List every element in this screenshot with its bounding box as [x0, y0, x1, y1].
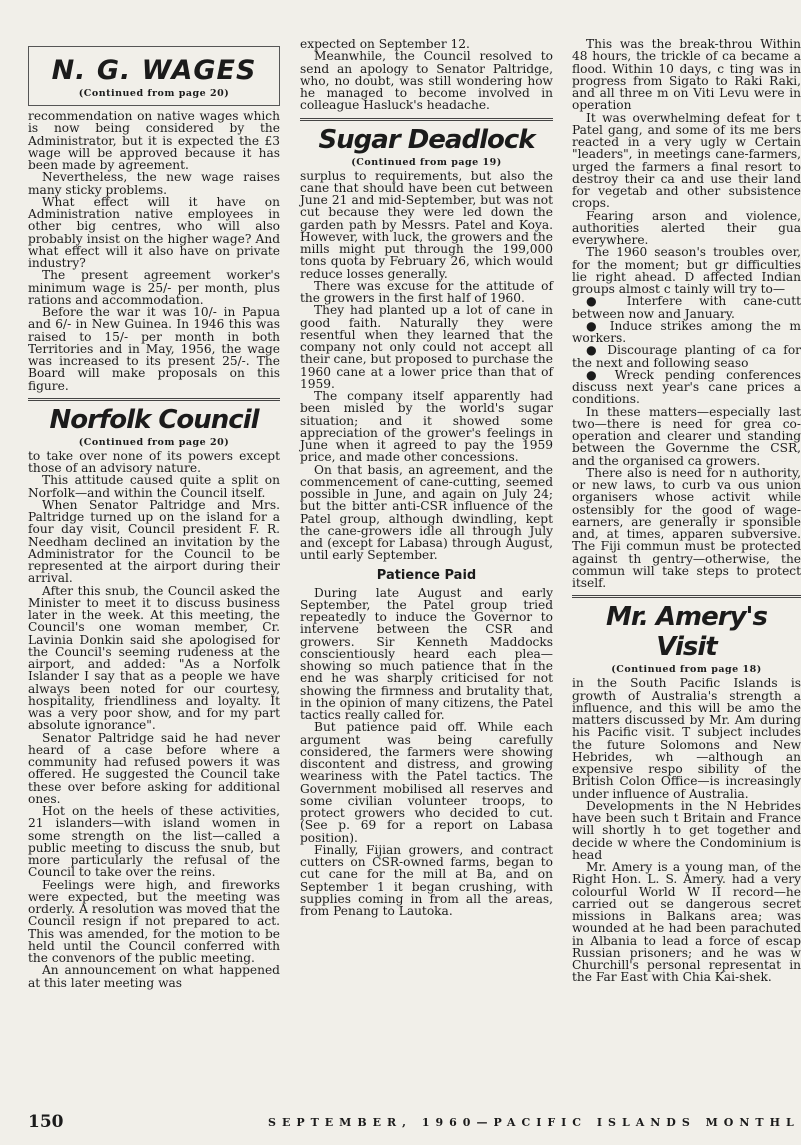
paragraph: An announcement on what happened at this later meeting was: [28, 963, 280, 990]
patience-paid-subhead: Patience Paid: [376, 567, 477, 583]
paragraph: Meanwhile, the Council resolved to send an apology to Senator Paltridge, who, no doubt, was still wondering how he managed to become involved in colleague Hasluck's headache.: [300, 49, 553, 113]
paragraph: Mr. Amery is a young man, of the Right Hon. L. S. Amery. had a very colourful World W II record—he carried out se dangerous secret missions in Balkans area; was wounded at he had been parachuted in Albania to lead a force of escap Russian prisoners; and he was w Churchill's personal representat in the Far East with Chia Kai-shek.: [572, 860, 801, 984]
norfolk-council-continuation: [300, 38, 553, 112]
ng-wages-title: N. G. WAGES: [51, 55, 257, 86]
paragraph: It was overwhelming defeat for t Patel gang, and some of its me bers reacted in a very ugly w Certain "leaders", in meetings cane-farmers, urged the farmers a final resort to destroy their ca and use their land for vegetab and other subsistence crops.: [572, 110, 801, 211]
paragraph: In these matters—especially last two—there is need for grea co-operation and clearer und standing between the Governme the CSR, and the organised ca growers.: [572, 404, 801, 468]
ng-wages-continued: (Continued from page 20): [78, 88, 230, 99]
paragraph: The present agreement worker's minimum wage is 25/- per month, plus rations and accommodation.: [28, 268, 280, 307]
paragraph: During late August and early September, the Patel group tried repeatedly to induce the Governor to intervene between the CSR and growers. Sir Kenneth Maddocks conscientiously heard each plea—showing so much patience that in the end he was sharply criticised for not showing the firmness and brutality that, in the opinion of many citizens, the Patel tactics really called for.: [300, 585, 553, 722]
paragraph: to take over none of its powers except those of an advisory nature.: [28, 448, 280, 475]
sugar-deadlock-continuation: [572, 38, 801, 589]
paragraph: in the South Pacific Islands is growth of Australia's strength a influence, and this will be amo the matters discussed by Mr. Am during his Pacific visit. T subject includes the future Solomons and New Hebrides, wh —although an expensive respo sibility of the British Colon Office—is increasingly under influence of Australia.: [572, 676, 801, 801]
bullet-item: ● Wreck pending conferences discuss next year's cane prices a conditions.: [572, 367, 801, 407]
bullet-item: ● Induce strikes among the m workers.: [572, 318, 801, 345]
paragraph: Before the war it was 10/- in Papua and 6/- in New Guinea. In 1946 this was raised to 15/- per month in both Territories and in May, 1956, the wage was increased to its present 25/-. The Board will make proposals on this figure.: [28, 305, 280, 393]
column-2: [300, 38, 553, 917]
norfolk-council-title: Norfolk Council: [49, 404, 259, 435]
ng-wages-heading-box: [28, 46, 280, 106]
amery-visit-title: Mr. Amery's Visit: [606, 602, 767, 663]
section-divider: [572, 595, 801, 598]
paragraph: surplus to requirements, but also the cane that should have been cut between June 21 and mid-September, but was not cut because they were led down the garden path by Messrs. Patel and Koya. However, with luck, the growers and the mills might put through the 199,000 tons quota by February 26, which would reduce losses generally.: [300, 168, 553, 281]
paragraph: Nevertheless, the new wage raises many sticky problems.: [28, 170, 280, 197]
section-divider: [300, 118, 553, 121]
amery-visit-continued: (Continued from page 18): [611, 664, 762, 676]
section-divider: [28, 398, 280, 401]
paragraph: Senator Paltridge said he had never heard of a case before where a community had refused powers it was offered. He suggested the Council take these over before asking for additional ones.: [28, 730, 280, 806]
paragraph: Hot on the heels of these activities, 21 islanders—with island women in some strength on the list—called a public meeting to discuss the snub, but more particularly the refusal of the Council to take over the reins.: [28, 804, 280, 880]
bullet-item: ● Interfere with cane-cutt between now and January.: [572, 294, 801, 321]
paragraph: There was excuse for the attitude of the growers in the first half of 1960.: [300, 278, 553, 305]
paragraph: Feelings were high, and fireworks were expected, but the meeting was orderly. A resolution was moved that the Council resign if not prepared to act. This was amended, for the motion to be held until the Council conferred with the convenors of the public meeting.: [28, 877, 280, 965]
norfolk-council-continued: (Continued from page 20): [78, 436, 230, 448]
column-3: [572, 38, 801, 984]
paragraph: This attitude caused quite a split on Norfolk—and within the Council itself.: [28, 473, 280, 500]
paragraph: recommendation on native wages which is now being considered by the Administrator, but it is expected the £3 wage will be approved because it has been made by agreement.: [28, 109, 280, 172]
paragraph: On that basis, an agreement, and the commencement of cane-cutting, seemed possible in June, and again on July 24; but the bitter anti-CSR influence of the Patel group, although dwindling, kept the cane-growers idle all through July and (except for Labasa) through August, until early September.: [300, 462, 553, 563]
paragraph: The company itself apparently had been misled by the world's sugar situation; and it showed some appreciation of the grower's feelings in June when it agreed to pay the 1959 price, and made other concessions.: [300, 389, 553, 465]
paragraph: Finally, Fijian growers, and contract cutters on CSR-owned farms, began to cut cane for the mill at Ba, and on September 1 it began crushing, with supplies coming in from all the areas, from Penang to Lautoka.: [300, 842, 553, 918]
patience-paid-body: [300, 587, 553, 918]
bullet-item: ● Discourage planting of ca for the next and following seaso: [572, 343, 801, 370]
amery-visit-body: [572, 677, 801, 983]
paragraph: expected on September 12.: [300, 37, 470, 51]
paragraph: Fearing arson and violence, authorities alerted their gua everywhere.: [572, 208, 801, 247]
paragraph: When Senator Paltridge and Mrs. Paltridge turned up on the island for a four day visit, Council president F. R. Needham declined an invitation by the Administrator for the Council to be represented at the airport during their arrival.: [28, 497, 280, 586]
paragraph: What effect will it have on Administration native employees in other big centres, who will also probably insist on the higher wage? And what effect will it also have on private industry?: [28, 194, 280, 270]
paragraph: But patience paid off. While each argument was being carefully considered, the farmers were showing discontent and distress, and growing weariness with the Patel tactics. The Government mobilised all reserves and some civilian volunteer troops, to protect growers who decided to cut. (See p. 69 for a report on Labasa position).: [300, 720, 553, 845]
paragraph: The 1960 season's troubles over, for the moment; but gr difficulties lie right ahead. D affected Indian groups almost c tainly will try to—: [572, 245, 801, 296]
paragraph: They had planted up a lot of cane in good faith. Naturally they were resentful when they learned that the company not only could not accept all their cane, but proposed to purchase the 1960 cane at a lower price than that of 1959.: [300, 303, 553, 391]
paragraph: Developments in the N Hebrides have been such t Britain and France will shortly h to get together and decide w where the Condominium is head: [572, 798, 801, 862]
column-1: [28, 38, 280, 989]
page-footer: [28, 1112, 801, 1134]
sugar-deadlock-title: Sugar Deadlock: [318, 124, 535, 155]
sugar-deadlock-continued: (Continued from page 19): [351, 156, 502, 168]
paragraph: This was the break-throu Within 48 hours, the trickle of ca became a flood. Within 10 days, c ting was in progress from Sigato to Raki Raki, and all three m on Viti Levu were in operation: [572, 38, 801, 113]
paragraph: There also is need for n authority, or new laws, to curb va ous union organisers whose activit while ostensibly for the good of wage-earners, are generally ir sponsible and, at times, apparen subversive. The Fiji commun must be protected against th gentry—otherwise, the commun will take steps to protect itself.: [572, 465, 801, 590]
norfolk-council-body: [28, 450, 280, 989]
sugar-deadlock-body: [300, 170, 553, 562]
ng-wages-body: [28, 110, 280, 392]
page-number: 150: [28, 1112, 64, 1132]
paragraph: After this snub, the Council asked the Minister to meet it to discuss business later in the week. At this meeting, the Council's one woman member, Cr. Lavinia Donkin said she apologised for the Council's seeming rudeness at the airport, and added: "As a Norfolk Islander I say that as a people we have always been noted for our courtesy, hospitality, friendliness and loyalty. It was a very poor show, and for my part absolute ignorance".: [28, 583, 280, 733]
running-title: SEPTEMBER, 1960—PACIFIC ISLANDS MONTHL: [268, 1116, 800, 1129]
